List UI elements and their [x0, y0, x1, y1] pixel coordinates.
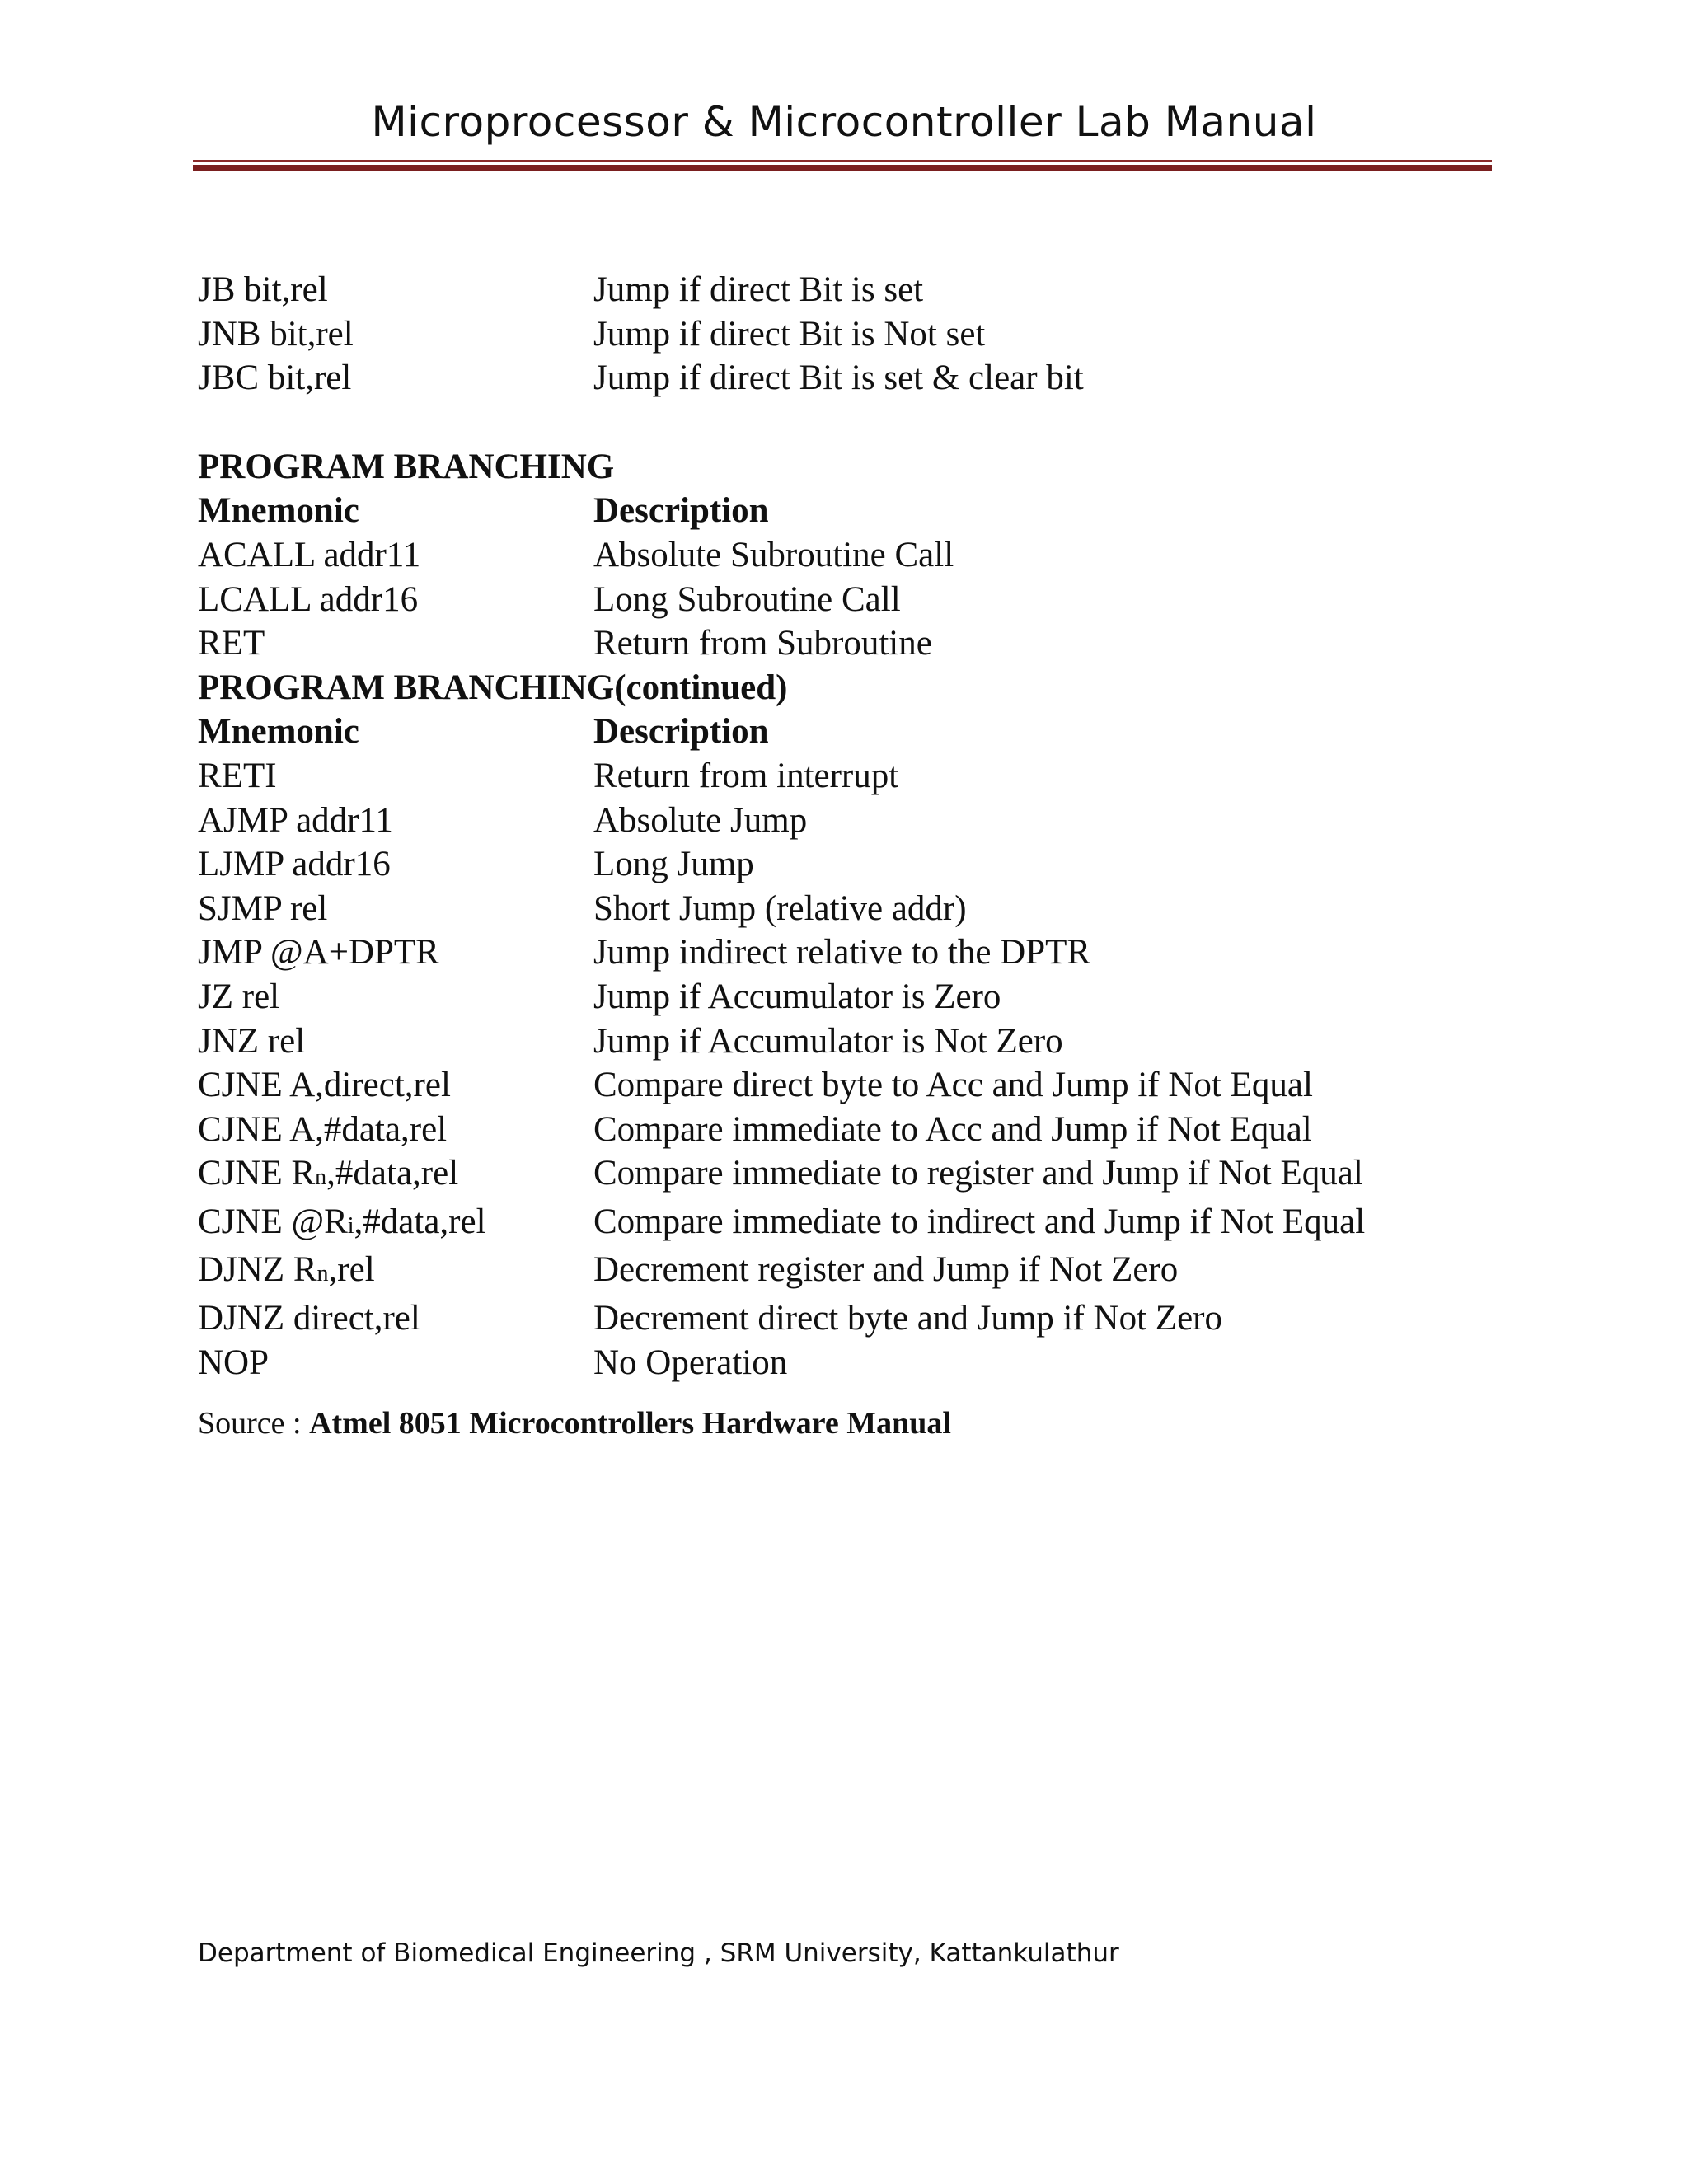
section-title: PROGRAM BRANCHING	[198, 447, 615, 486]
mnemonic	[198, 1248, 593, 1296]
mnemonic-operands: ,#data,rel	[354, 1202, 486, 1241]
description: Jump if Accumulator is Not Zero	[593, 1021, 1063, 1061]
description: Jump indirect relative to the DPTR	[593, 933, 1091, 972]
mnemonic-base: DJNZ R	[198, 1250, 317, 1290]
section-gap	[198, 401, 1533, 445]
source-title: Atmel 8051 Microcontrollers Hardware Manual	[309, 1406, 951, 1441]
instruction-row	[198, 975, 1533, 1019]
instruction-row	[198, 621, 1533, 666]
mnemonic	[198, 1200, 593, 1249]
column-header-description: Description	[593, 491, 769, 531]
instruction-row	[198, 1248, 1533, 1296]
description: Jump if direct Bit is set & clear bit	[593, 359, 1084, 398]
description: Compare immediate to Acc and Jump if Not Equal	[593, 1109, 1312, 1149]
mnemonic: RET	[198, 624, 265, 663]
page-footer: Department of Biomedical Engineering , SRM University, Kattankulathur	[198, 1938, 1119, 1968]
mnemonic-base: CJNE @R	[198, 1202, 348, 1241]
mnemonic-base: CJNE R	[198, 1154, 316, 1193]
description: Decrement direct byte and Jump if Not Zero	[593, 1299, 1222, 1338]
program-branching-section	[198, 445, 1533, 666]
instruction-row	[198, 1341, 1533, 1385]
mnemonic-operands: ,rel	[328, 1250, 375, 1290]
instruction-row	[198, 754, 1533, 799]
description: Compare direct byte to Acc and Jump if Not Equal	[593, 1066, 1313, 1105]
mnemonic-operands: ,#data,rel	[326, 1154, 459, 1193]
instruction-row	[198, 1200, 1533, 1249]
description: Jump if direct Bit is Not set	[593, 314, 986, 354]
section-title: PROGRAM BRANCHING(continued)	[198, 668, 788, 707]
instruction-row	[198, 312, 1533, 357]
description: Jump if direct Bit is set	[593, 270, 924, 309]
mnemonic: JNB bit,rel	[198, 314, 354, 354]
mnemonic: AJMP addr11	[198, 800, 393, 840]
description: Compare immediate to indirect and Jump if Not Equal	[593, 1202, 1366, 1241]
mnemonic	[198, 1151, 593, 1200]
mnemonic-register-subscript: n	[315, 1165, 327, 1191]
description: Long Jump	[593, 845, 754, 884]
column-header-mnemonic: Mnemonic	[198, 491, 359, 531]
mnemonic-register-subscript: i	[347, 1212, 354, 1239]
source-label: Source :	[198, 1406, 310, 1441]
page-header-title: Microprocessor & Microcontroller Lab Manual	[371, 98, 1317, 146]
description: Absolute Subroutine Call	[593, 535, 954, 574]
program-branching-continued-section	[198, 666, 1533, 1385]
instruction-row	[198, 1108, 1533, 1152]
mnemonic-register-subscript: n	[316, 1261, 329, 1287]
mnemonic: DJNZ direct,rel	[198, 1299, 420, 1338]
mnemonic: JNZ rel	[198, 1021, 306, 1061]
mnemonic: JBC bit,rel	[198, 359, 352, 398]
description: Jump if Accumulator is Zero	[593, 977, 1001, 1016]
description: Decrement register and Jump if Not Zero	[593, 1250, 1179, 1290]
instruction-row	[198, 1063, 1533, 1108]
description: Long Subroutine Call	[593, 579, 901, 619]
description: Absolute Jump	[593, 800, 808, 840]
instruction-row	[198, 578, 1533, 622]
header-rule-thin	[193, 160, 1492, 162]
mnemonic: JMP @A+DPTR	[198, 933, 439, 972]
instruction-row	[198, 799, 1533, 843]
instruction-row	[198, 1151, 1533, 1200]
mnemonic: LJMP addr16	[198, 845, 391, 884]
instruction-row	[198, 930, 1533, 975]
description: No Operation	[593, 1343, 788, 1382]
description: Short Jump (relative addr)	[593, 888, 967, 928]
description: Compare immediate to register and Jump if Not Equal	[593, 1154, 1363, 1193]
mnemonic: SJMP rel	[198, 888, 328, 928]
column-header-row	[198, 710, 1533, 754]
description: Return from Subroutine	[593, 624, 932, 663]
instruction-row	[198, 533, 1533, 578]
mnemonic: LCALL addr16	[198, 579, 419, 619]
mnemonic: ACALL addr11	[198, 535, 421, 574]
instruction-row	[198, 356, 1533, 401]
mnemonic: JZ rel	[198, 977, 280, 1016]
column-header-mnemonic: Mnemonic	[198, 712, 359, 752]
mnemonic: CJNE A,direct,rel	[198, 1066, 451, 1105]
document-body	[198, 268, 1533, 1444]
instruction-row	[198, 1019, 1533, 1064]
column-header-row	[198, 489, 1533, 533]
mnemonic: JB bit,rel	[198, 270, 328, 309]
mnemonic: RETI	[198, 756, 277, 795]
description: Return from interrupt	[593, 756, 899, 795]
instruction-row	[198, 1296, 1533, 1341]
header-rule-thick	[193, 165, 1492, 171]
instruction-row	[198, 842, 1533, 887]
column-header-description: Description	[593, 712, 769, 752]
instruction-row	[198, 887, 1533, 931]
bit-jumps-section	[198, 268, 1533, 401]
mnemonic: NOP	[198, 1343, 270, 1382]
mnemonic: CJNE A,#data,rel	[198, 1109, 448, 1149]
source-citation	[198, 1403, 1533, 1444]
instruction-row	[198, 268, 1533, 312]
